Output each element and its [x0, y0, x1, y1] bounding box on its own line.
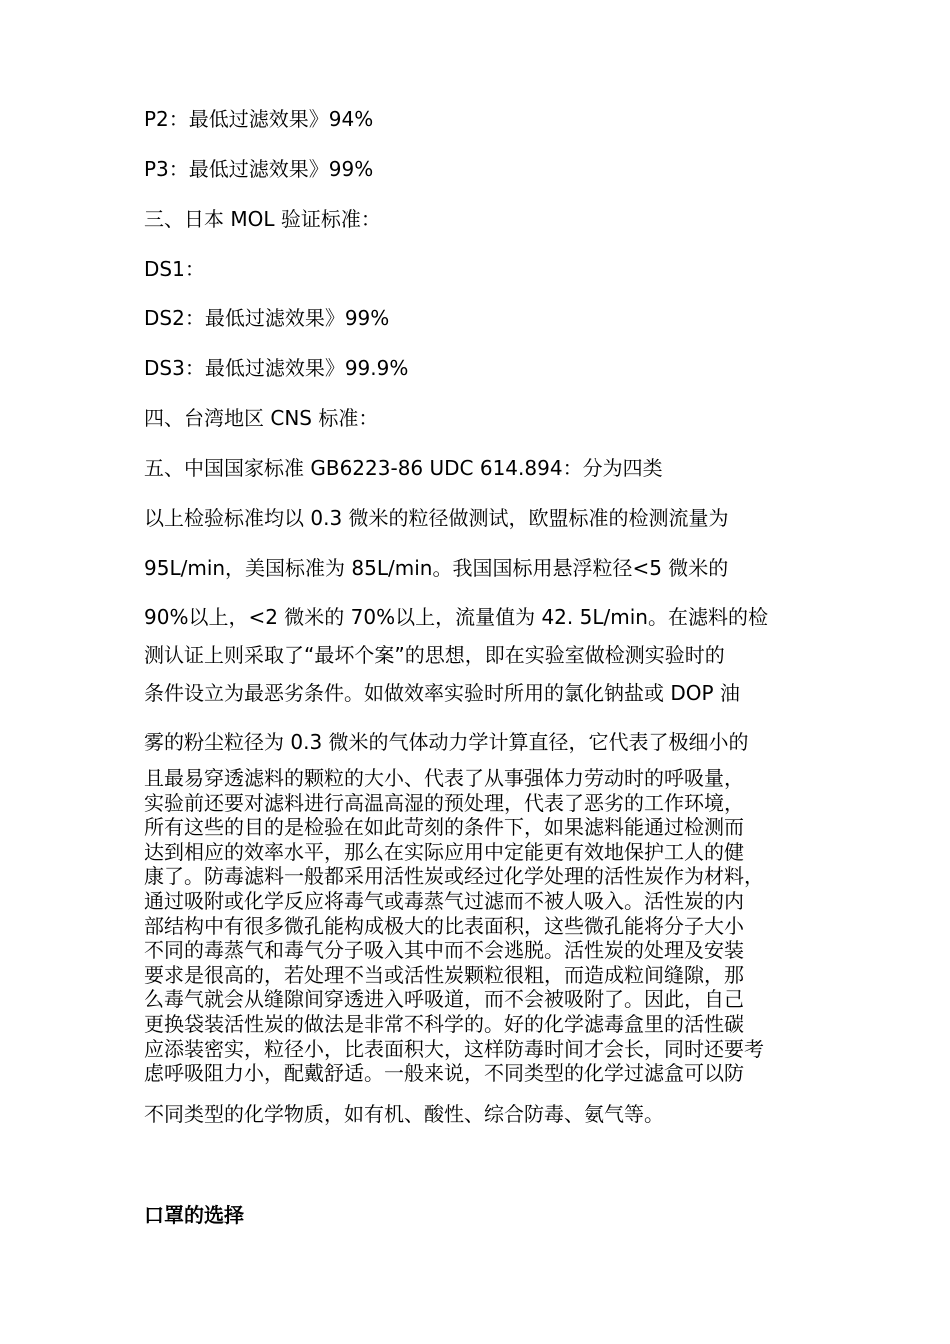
body-line: 所有这些的目的是检验在如此苛刻的条件下，如果滤料能通过检测而	[144, 815, 744, 840]
body-line: 虑呼吸阻力小，配戴舒适。一般来说，不同类型的化学过滤盒可以防	[144, 1061, 744, 1086]
china-gb-title: 五、中国国家标准 GB6223-86 UDC 614.894：分为四类	[144, 456, 663, 480]
body-line: 90%以上，<2 微米的 70%以上，流量值为 42. 5L/min。在滤料的检	[144, 605, 768, 629]
body-line: 达到相应的效率水平，那么在实际应用中定能更有效地保护工人的健	[144, 839, 744, 864]
japan-mol-title: 三、日本 MOL 验证标准：	[144, 207, 381, 231]
body-line: 应添装密实，粒径小，比表面积大，这样防毒时间才会长，同时还要考	[144, 1036, 764, 1061]
taiwan-cns-title: 四、台湾地区 CNS 标准：	[144, 406, 379, 430]
body-line: 条件设立为最恶劣条件。如做效率实验时所用的氯化钠盐或 DOP 油	[144, 681, 740, 705]
standard-ds3: DS3：最低过滤效果》99.9%	[144, 356, 409, 380]
body-line: 康了。防毒滤料一般都采用活性炭或经过化学处理的活性炭作为材料，	[144, 864, 764, 889]
body-line: 不同的毒蒸气和毒气分子吸入其中而不会逃脱。活性炭的处理及安装	[144, 938, 744, 963]
body-paragraph-serif	[144, 766, 824, 1086]
body-line: 要求是很高的，若处理不当或活性炭颗粒很粗，而造成粒间缝隙，那	[144, 962, 744, 987]
standard-ds2: DS2：最低过滤效果》99%	[144, 306, 390, 330]
body-line: 以上检验标准均以 0.3 微米的粒径做测试，欧盟标准的检测流量为	[144, 506, 729, 530]
standard-p3: P3：最低过滤效果》99%	[144, 157, 374, 181]
body-line: 更换袋装活性炭的做法是非常不科学的。好的化学滤毒盒里的活性碳	[144, 1011, 744, 1036]
body-line: 95L/min，美国标准为 85L/min。我国国标用悬浮粒径<5 微米的	[144, 556, 729, 580]
body-line: 么毒气就会从缝隙间穿透进入呼吸道，而不会被吸附了。因此，自己	[144, 987, 744, 1012]
body-line: 且最易穿透滤料的颗粒的大小、代表了从事强体力劳动时的呼吸量，	[144, 766, 744, 790]
standard-ds1: DS1：	[144, 257, 205, 281]
body-line: 实验前还要对滤料进行高温高湿的预处理，代表了恶劣的工作环境，	[144, 790, 744, 815]
body-line: 测认证上则采取了“最坏个案”的思想，即在实验室做检测实验时的	[144, 643, 725, 667]
section-heading: 口罩的选择	[144, 1203, 244, 1227]
standard-p2: P2：最低过滤效果》94%	[144, 107, 374, 131]
body-line: 通过吸附或化学反应将毒气或毒蒸气过滤而不被人吸入。活性炭的内	[144, 888, 744, 913]
body-line: 雾的粉尘粒径为 0.3 微米的气体动力学计算直径，它代表了极细小的	[144, 730, 749, 754]
body-line: 部结构中有很多微孔能构成极大的比表面积，这些微孔能将分子大小	[144, 913, 744, 938]
body-last-line: 不同类型的化学物质，如有机、酸性、综合防毒、氨气等。	[144, 1102, 664, 1126]
